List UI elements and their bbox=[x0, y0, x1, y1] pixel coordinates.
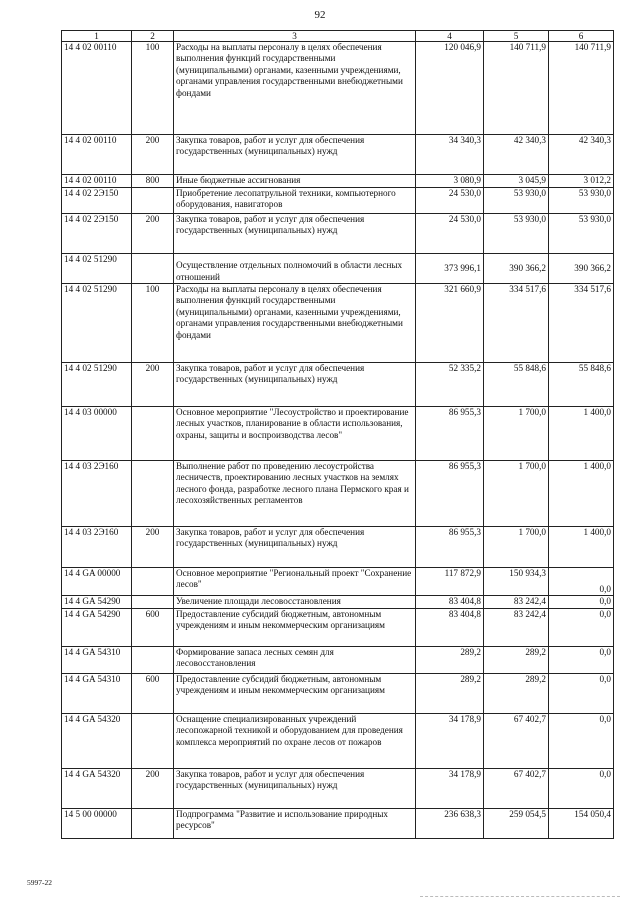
row-name: Закупка товаров, работ и услуг для обеспечения государственных (муниципальных) нужд bbox=[174, 769, 416, 809]
row-name: Подпрограмма "Развитие и использование природных ресурсов" bbox=[174, 809, 416, 839]
row-value-2: 83 242,4 bbox=[484, 596, 549, 609]
row-code: 14 4 GA 00000 bbox=[62, 568, 132, 596]
row-code: 14 4 GA 54310 bbox=[62, 674, 132, 714]
row-value-3: 0,0 bbox=[549, 674, 614, 714]
row-value-3: 334 517,6 bbox=[549, 284, 614, 363]
row-value-1: 34 178,9 bbox=[416, 714, 484, 769]
header-col-2: 2 bbox=[132, 31, 174, 42]
row-value-1: 289,2 bbox=[416, 674, 484, 714]
table-row bbox=[62, 284, 614, 363]
row-value-3: 0,0 bbox=[549, 568, 614, 596]
row-code: 14 4 02 51290 bbox=[62, 254, 132, 284]
row-value-2: 150 934,3 bbox=[484, 568, 549, 596]
row-value-1: 24 530,0 bbox=[416, 188, 484, 214]
row-expense-type bbox=[132, 461, 174, 527]
table-row bbox=[62, 714, 614, 769]
row-value-1: 86 955,3 bbox=[416, 407, 484, 461]
row-value-2: 67 402,7 bbox=[484, 714, 549, 769]
table-row bbox=[62, 596, 614, 609]
table-row bbox=[62, 647, 614, 674]
row-value-3: 42 340,3 bbox=[549, 135, 614, 175]
row-code: 14 4 GA 54290 bbox=[62, 609, 132, 647]
row-code: 14 4 03 2Э160 bbox=[62, 461, 132, 527]
row-name: Приобретение лесопатрульной техники, компьютерного оборудования, навигаторов bbox=[174, 188, 416, 214]
row-expense-type bbox=[132, 407, 174, 461]
row-value-3: 53 930,0 bbox=[549, 188, 614, 214]
row-value-1: 24 530,0 bbox=[416, 214, 484, 254]
row-name: Иные бюджетные ассигнования bbox=[174, 175, 416, 188]
row-expense-type: 800 bbox=[132, 175, 174, 188]
row-value-3: 0,0 bbox=[549, 596, 614, 609]
header-row bbox=[62, 31, 614, 42]
row-value-1: 34 178,9 bbox=[416, 769, 484, 809]
row-code: 14 4 02 00110 bbox=[62, 175, 132, 188]
row-name: Предоставление субсидий бюджетным, автономным учреждениям и иным некоммерческим организациям bbox=[174, 609, 416, 647]
row-expense-type: 200 bbox=[132, 527, 174, 568]
table-row bbox=[62, 175, 614, 188]
row-expense-type bbox=[132, 714, 174, 769]
row-value-2: 1 700,0 bbox=[484, 407, 549, 461]
row-value-2: 55 848,6 bbox=[484, 363, 549, 407]
table-row bbox=[62, 527, 614, 568]
row-value-3: 0,0 bbox=[549, 769, 614, 809]
row-value-2: 140 711,9 bbox=[484, 42, 549, 135]
table-row bbox=[62, 254, 614, 284]
table-row bbox=[62, 363, 614, 407]
row-name: Закупка товаров, работ и услуг для обеспечения государственных (муниципальных) нужд bbox=[174, 135, 416, 175]
row-value-1: 34 340,3 bbox=[416, 135, 484, 175]
row-value-1: 83 404,8 bbox=[416, 596, 484, 609]
row-code: 14 4 02 00110 bbox=[62, 42, 132, 135]
budget-table bbox=[61, 30, 614, 839]
row-code: 14 4 03 00000 bbox=[62, 407, 132, 461]
row-code: 14 4 02 51290 bbox=[62, 363, 132, 407]
row-value-3: 53 930,0 bbox=[549, 214, 614, 254]
row-name: Выполнение работ по проведению лесоустройства лесничеств, проектированию лесных участков на землях лесного фонда, разработке лесного плана Пермского края и лесохозяйственных регламентов bbox=[174, 461, 416, 527]
table-row bbox=[62, 135, 614, 175]
row-value-1: 120 046,9 bbox=[416, 42, 484, 135]
row-value-2: 1 700,0 bbox=[484, 461, 549, 527]
row-expense-type bbox=[132, 647, 174, 674]
row-value-3: 1 400,0 bbox=[549, 527, 614, 568]
row-value-3: 1 400,0 bbox=[549, 461, 614, 527]
header-col-1: 1 bbox=[62, 31, 132, 42]
header-col-3: 3 bbox=[174, 31, 416, 42]
row-value-2: 1 700,0 bbox=[484, 527, 549, 568]
row-name: Оснащение специализированных учреждений лесопожарной техникой и оборудованием для проведения комплекса мероприятий по охране лесов от пожаров bbox=[174, 714, 416, 769]
table-row bbox=[62, 42, 614, 135]
table-row bbox=[62, 188, 614, 214]
row-value-1: 86 955,3 bbox=[416, 461, 484, 527]
row-code: 14 4 GA 54320 bbox=[62, 714, 132, 769]
row-value-1: 117 872,9 bbox=[416, 568, 484, 596]
header-col-4: 4 bbox=[416, 31, 484, 42]
document-code: 5997-22 bbox=[27, 878, 52, 887]
row-value-2: 83 242,4 bbox=[484, 609, 549, 647]
row-code: 14 4 02 2Э150 bbox=[62, 188, 132, 214]
row-value-3: 3 012,2 bbox=[549, 175, 614, 188]
row-name: Закупка товаров, работ и услуг для обеспечения государственных (муниципальных) нужд bbox=[174, 363, 416, 407]
row-value-2: 334 517,6 bbox=[484, 284, 549, 363]
row-expense-type bbox=[132, 188, 174, 214]
row-value-1: 3 080,9 bbox=[416, 175, 484, 188]
row-value-1: 289,2 bbox=[416, 647, 484, 674]
table-row bbox=[62, 214, 614, 254]
row-value-2: 289,2 bbox=[484, 647, 549, 674]
row-expense-type: 200 bbox=[132, 135, 174, 175]
row-expense-type bbox=[132, 568, 174, 596]
row-code: 14 4 02 00110 bbox=[62, 135, 132, 175]
row-name: Осуществление отдельных полномочий в области лесных отношений bbox=[174, 254, 416, 284]
row-value-3: 1 400,0 bbox=[549, 407, 614, 461]
scan-edge-line bbox=[420, 896, 620, 898]
table-row bbox=[62, 461, 614, 527]
table-row bbox=[62, 809, 614, 839]
row-expense-type: 200 bbox=[132, 363, 174, 407]
row-value-2: 390 366,2 bbox=[484, 254, 549, 284]
table-row bbox=[62, 674, 614, 714]
row-expense-type bbox=[132, 254, 174, 284]
row-code: 14 4 02 2Э150 bbox=[62, 214, 132, 254]
row-code: 14 4 GA 54310 bbox=[62, 647, 132, 674]
row-expense-type bbox=[132, 809, 174, 839]
table-row bbox=[62, 407, 614, 461]
page-number: 92 bbox=[314, 9, 326, 21]
row-name: Расходы на выплаты персоналу в целях обеспечения выполнения функций государственными (муниципальными) органами, казенными учреждениями, органами управления государственными внебюджетными фондами bbox=[174, 284, 416, 363]
row-value-3: 140 711,9 bbox=[549, 42, 614, 135]
row-value-2: 3 045,9 bbox=[484, 175, 549, 188]
row-name: Закупка товаров, работ и услуг для обеспечения государственных (муниципальных) нужд bbox=[174, 527, 416, 568]
row-name: Формирование запаса лесных семян для лесовосстановления bbox=[174, 647, 416, 674]
row-value-1: 83 404,8 bbox=[416, 609, 484, 647]
row-expense-type: 100 bbox=[132, 42, 174, 135]
row-value-2: 67 402,7 bbox=[484, 769, 549, 809]
header-col-5: 5 bbox=[484, 31, 549, 42]
row-value-2: 289,2 bbox=[484, 674, 549, 714]
row-code: 14 4 03 2Э160 bbox=[62, 527, 132, 568]
row-code: 14 4 GA 54290 bbox=[62, 596, 132, 609]
row-value-3: 154 050,4 bbox=[549, 809, 614, 839]
row-expense-type: 600 bbox=[132, 609, 174, 647]
row-expense-type bbox=[132, 596, 174, 609]
row-value-3: 390 366,2 bbox=[549, 254, 614, 284]
row-value-2: 259 054,5 bbox=[484, 809, 549, 839]
row-name: Основное мероприятие "Региональный проект "Сохранение лесов" bbox=[174, 568, 416, 596]
row-expense-type: 200 bbox=[132, 214, 174, 254]
row-name: Увеличение площади лесовосстановления bbox=[174, 596, 416, 609]
row-value-3: 0,0 bbox=[549, 609, 614, 647]
row-value-2: 53 930,0 bbox=[484, 214, 549, 254]
row-value-1: 86 955,3 bbox=[416, 527, 484, 568]
row-value-2: 42 340,3 bbox=[484, 135, 549, 175]
row-name: Основное мероприятие "Лесоустройство и проектирование лесных участков, планирование в области использования, охраны, защиты и воспроизводства лесов" bbox=[174, 407, 416, 461]
table-row bbox=[62, 568, 614, 596]
row-expense-type: 200 bbox=[132, 769, 174, 809]
row-value-1: 373 996,1 bbox=[416, 254, 484, 284]
row-code: 14 4 GA 54320 bbox=[62, 769, 132, 809]
table-row bbox=[62, 609, 614, 647]
header-col-6: 6 bbox=[549, 31, 614, 42]
row-expense-type: 600 bbox=[132, 674, 174, 714]
row-value-3: 55 848,6 bbox=[549, 363, 614, 407]
row-value-3: 0,0 bbox=[549, 714, 614, 769]
row-name: Закупка товаров, работ и услуг для обеспечения государственных (муниципальных) нужд bbox=[174, 214, 416, 254]
table-row bbox=[62, 769, 614, 809]
row-value-2: 53 930,0 bbox=[484, 188, 549, 214]
row-code: 14 4 02 51290 bbox=[62, 284, 132, 363]
row-value-1: 52 335,2 bbox=[416, 363, 484, 407]
row-code: 14 5 00 00000 bbox=[62, 809, 132, 839]
row-name: Предоставление субсидий бюджетным, автономным учреждениям и иным некоммерческим организациям bbox=[174, 674, 416, 714]
row-value-1: 236 638,3 bbox=[416, 809, 484, 839]
row-name: Расходы на выплаты персоналу в целях обеспечения выполнения функций государственными (муниципальными) органами, казенными учреждениями, органами управления государственными внебюджетными фондами bbox=[174, 42, 416, 135]
row-expense-type: 100 bbox=[132, 284, 174, 363]
row-value-3: 0,0 bbox=[549, 647, 614, 674]
row-value-1: 321 660,9 bbox=[416, 284, 484, 363]
